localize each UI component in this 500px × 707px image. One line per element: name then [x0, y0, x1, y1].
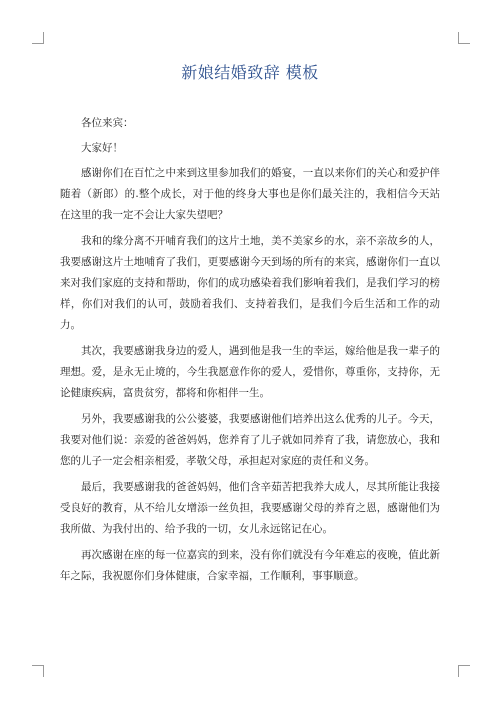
document-body: [60, 113, 440, 592]
crop-mark-top-left: [32, 32, 44, 44]
paragraph-husband: 其次，我要感谢我身边的爱人，遇到他是我一生的幸运，嫁给他是我一辈子的理想。爱，是永无止境的，今生我愿意作你的爱人，爱惜你，尊重你，支持你，无论健康疾病，富贵贫穷，都将和你相伴一生。: [60, 345, 440, 399]
crop-mark-top-right: [458, 32, 470, 44]
paragraph-in-laws: 另外，我要感谢我的公公婆婆，我要感谢他们培养出这么优秀的儿子。今天，我要对他们说：亲爱的爸爸妈妈，您养育了儿子就如同养育了我，请您放心，我和您的儿子一定会相亲相爱，孝敬父母，承担起对家庭的责任和义务。: [60, 413, 440, 467]
paragraph-thanks-guests: 感谢你们在百忙之中来到这里参加我们的婚宴，一直以来你们的关心和爱护伴随着（新郎）的.整个成长，对于他的终身大事也是你们最关注的，我相信今天站在这里的我一定不会让大家失望吧？: [60, 167, 440, 221]
crop-mark-bottom-left: [32, 665, 44, 677]
paragraph-closing: 再次感谢在座的每一位嘉宾的到来，没有你们就没有今年难忘的夜晚，值此新年之际，我祝愿你们身体健康，合家幸福，工作顺利，事事顺意。: [60, 549, 440, 582]
document-title: 新娘结婚致辞 模板: [181, 63, 319, 82]
paragraph-hometown: 我和的缘分离不开哺育我们的这片土地，美不美家乡的水，亲不亲故乡的人，我要感谢这片土地哺育了我们，更要感谢今天到场的所有的来宾，感谢你们一直以来对我们家庭的支持和帮助，你们的成功感染着我们影响着我们，是我们学习的榜样，你们对我们的认可，鼓励着我们、支持着我们，是我们今后生活和工作的动力。: [60, 235, 440, 331]
paragraph-parents: 最后，我要感谢我的爸爸妈妈，他们含辛茹苦把我养大成人，尽其所能让我接受良好的教育，从不给儿女增添一丝负担，我要感谢父母的养育之恩，感谢他们为我所做、为我付出的、给予我的一切，女儿永远铭记在心。: [60, 481, 440, 535]
salutation: 各位来宾：: [81, 117, 134, 129]
greeting: 大家好！: [81, 142, 123, 154]
crop-mark-bottom-right: [458, 665, 470, 677]
